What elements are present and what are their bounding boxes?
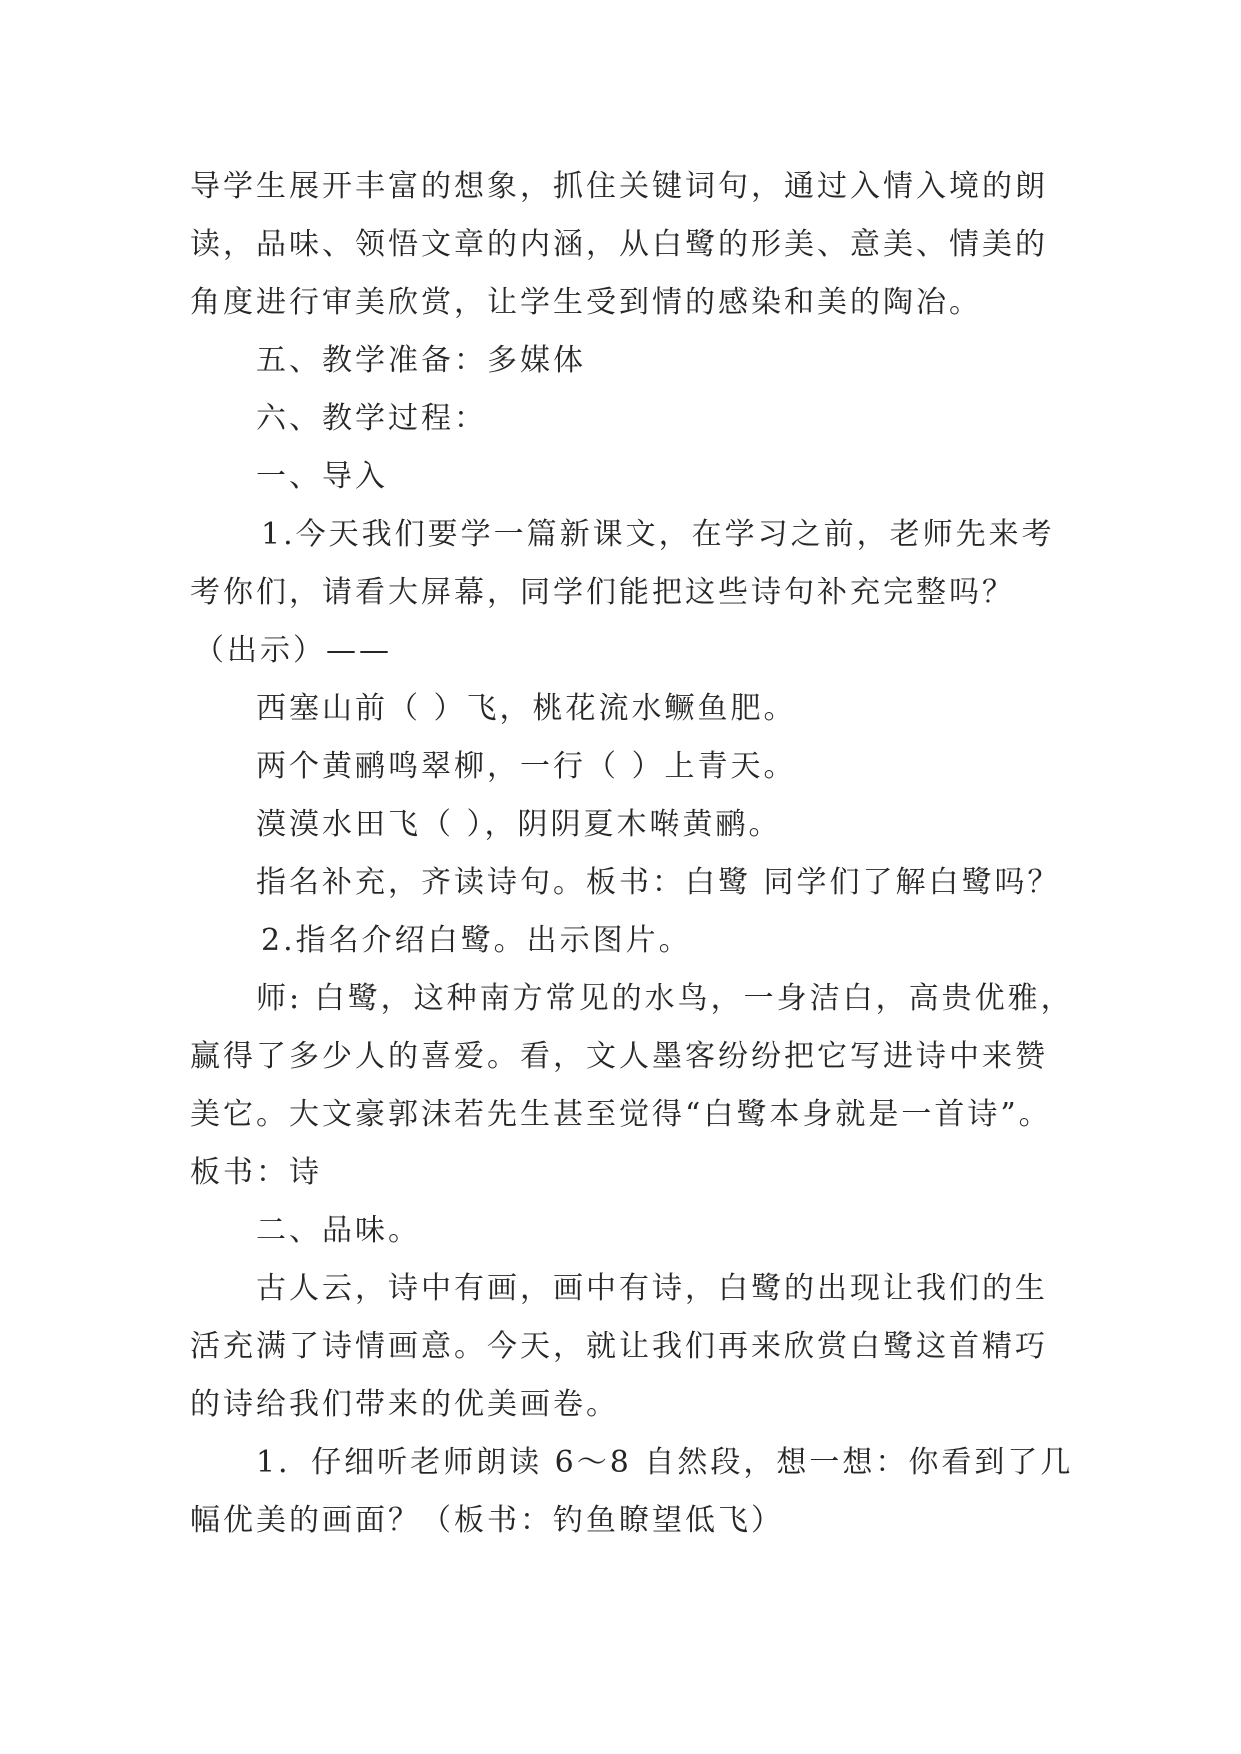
section-heading-preparation: 五、教学准备：多媒体 — [256, 343, 586, 378]
text-line: 读，品味、领悟文章的内涵，从白鹭的形美、意美、情美的 — [190, 227, 1048, 262]
poem-line: 两个黄鹂鸣翠柳，一行（ ）上青天。 — [256, 749, 797, 784]
text-line: 古人云，诗中有画，画中有诗，白鹭的出现让我们的生 — [256, 1271, 1048, 1306]
text-line: 板书：诗 — [190, 1155, 322, 1190]
text-line: 1.今天我们要学一篇新课文，在学习之前，老师先来考 — [261, 517, 1055, 552]
text-line: 1．仔细听老师朗读 6～8 自然段，想一想：你看到了几 — [256, 1445, 1074, 1480]
text-line: 美它。大文豪郭沫若先生甚至觉得“白鹭本身就是一首诗”。 — [190, 1097, 1052, 1132]
text-line: 师: 白鹭，这种南方常见的水鸟，一身洁白，高贵优雅， — [256, 981, 1074, 1016]
text-line: 指名补充，齐读诗句。板书：白鹭 同学们了解白鹭吗？ — [256, 865, 1061, 900]
section-heading-process: 六、教学过程： — [256, 401, 487, 436]
text-line: 导学生展开丰富的想象，抓住关键词句，通过入情入境的朗 — [190, 169, 1048, 204]
text-line: 考你们，请看大屏幕，同学们能把这些诗句补充完整吗？ — [190, 575, 1015, 610]
text-line: 2.指名介绍白鹭。出示图片。 — [261, 923, 692, 958]
poem-line: 漠漠水田飞（ ），阴阴夏木啭黄鹂。 — [256, 807, 782, 842]
document-body — [190, 158, 1074, 1550]
section-heading-intro: 一、导入 — [256, 459, 388, 494]
text-line: （出示）—— — [194, 633, 392, 668]
poem-line: 西塞山前（ ）飞，桃花流水鳜鱼肥。 — [256, 691, 797, 726]
text-line: 角度进行审美欣赏，让学生受到情的感染和美的陶冶。 — [190, 285, 982, 320]
section-heading-appreciation: 二、品味。 — [256, 1213, 421, 1248]
text-line: 活充满了诗情画意。今天，就让我们再来欣赏白鹭这首精巧 — [190, 1329, 1048, 1364]
text-line: 的诗给我们带来的优美画卷。 — [190, 1387, 619, 1422]
text-line: 赢得了多少人的喜爱。看，文人墨客纷纷把它写进诗中来赞 — [190, 1039, 1048, 1074]
text-line: 幅优美的画面？（板书：钓鱼瞭望低飞） — [190, 1503, 784, 1538]
